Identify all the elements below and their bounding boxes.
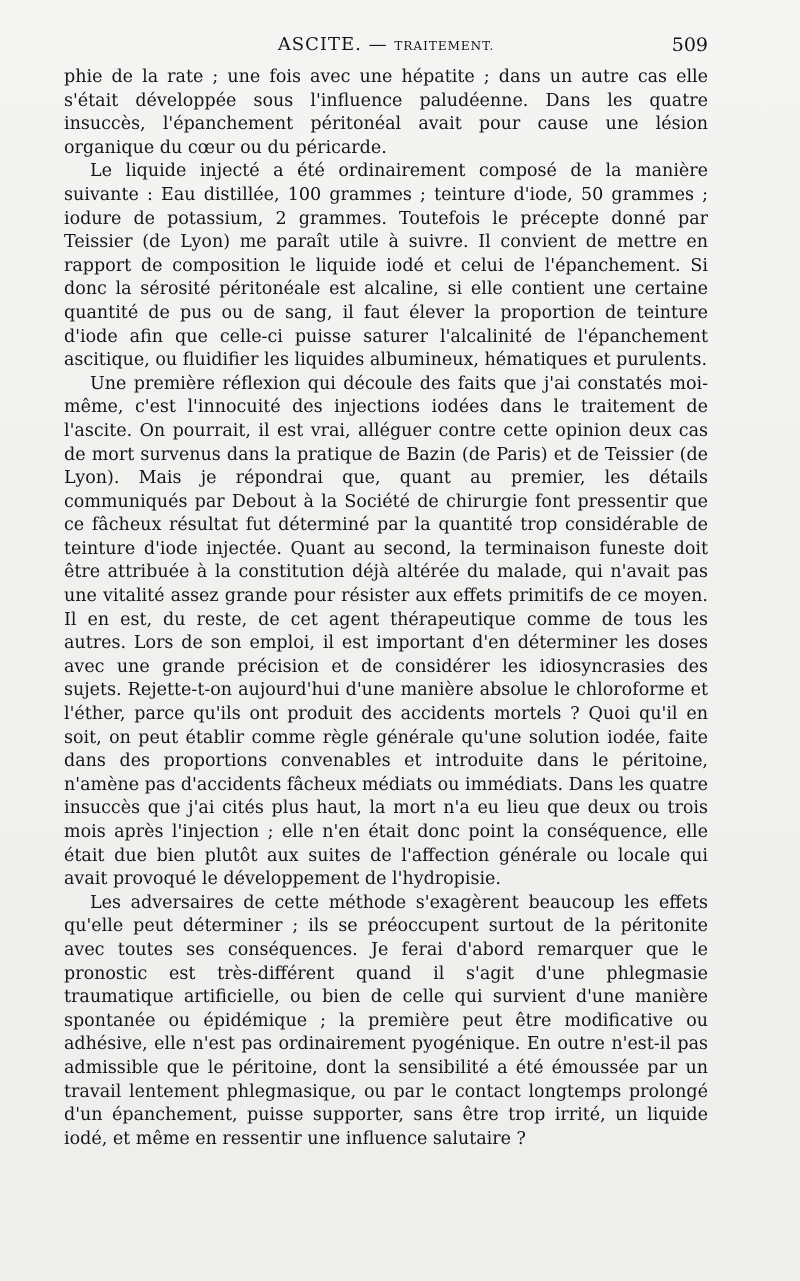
body-text bbox=[64, 66, 708, 1151]
running-title-dash: — bbox=[368, 34, 388, 55]
running-title-sub: TRAITEMENT. bbox=[394, 39, 495, 53]
page-number: 509 bbox=[671, 34, 708, 56]
paragraph-adversaries: Les adversaires de cette méthode s'exagèrent beaucoup les effets qu'elle peut déterminer ; ils se préoccupent surtout de la péritonite avec toutes ses conséquences. Je ferai d'abord remarquer que le pronostic est très-différent quand il s'agit d'une phlegmasie traumatique artificielle, ou bien de celle qui survient d'une manière spontanée ou épidémique ; la première peut être modificative ou adhésive, elle n'est pas ordinairement pyogénique. En outre n'est-il pas admissible que le péritoine, dont la sensibilité a été émoussée par un travail lentement phlegmasique, ou par le contact longtemps prolongé d'un épanchement, puisse supporter, sans être trop irrité, un liquide iodé, et même en ressentir une influence salutaire ? bbox=[64, 892, 708, 1149]
running-title bbox=[64, 34, 708, 55]
page-header bbox=[64, 34, 708, 60]
paragraph-continued: phie de la rate ; une fois avec une hépatite ; dans un autre cas elle s'était développée sous l'influence paludéenne. Dans les quatre insuccès, l'épanchement péritonéal avait pour cause une lésion organique du cœur ou du péricarde. bbox=[64, 67, 708, 158]
paragraph-injected-liquid: Le liquide injecté a été ordinairement composé de la manière suivante : Eau distillée, 100 grammes ; teinture d'iode, 50 grammes ; iodure de potassium, 2 grammes. Toutefois le précepte donné par Teissier (de Lyon) me paraît utile à suivre. Il convient de mettre en rapport de composition le liquide iodé et celui de l'épanchement. Si donc la sérosité péritonéale est alcaline, si elle contient une certaine quantité de pus ou de sang, il faut élever la proportion de teinture d'iode afin que celle-ci puisse saturer l'alcalinité de l'épanchement ascitique, ou fluidifier les liquides albumineux, hématiques et purulents. bbox=[64, 161, 708, 371]
paragraph-first-reflection: Une première réflexion qui découle des faits que j'ai constatés moi-même, c'est l'innocuité des injections iodées dans le traitement de l'ascite. On pourrait, il est vrai, alléguer contre cette opinion deux cas de mort survenus dans la pratique de Bazin (de Paris) et de Teissier (de Lyon). Mais je répondrai que, quant au premier, les détails communiqués par Debout à la Société de chirurgie font pressentir que ce fâcheux résultat fut déterminé par la quantité trop considérable de teinture d'iode injectée. Quant au second, la terminaison funeste doit être attribuée à la constitution déjà altérée du malade, qui n'avait pas une vitalité assez grande pour résister aux effets primitifs de ce moyen. Il en est, du reste, de cet agent thérapeutique comme de tous les autres. Lors de son emploi, il est important d'en déterminer les doses avec une grande précision et de considérer les idiosyncrasies des sujets. Rejette-t-on aujourd'hui d'une manière absolue le chloroforme et l'éther, parce qu'ils ont produit des accidents mortels ? Quoi qu'il en soit, on peut établir comme règle générale qu'une solution iodée, faite dans des proportions convenables et introduite dans le péritoine, n'amène pas d'accidents fâcheux médiats ou immédiats. Dans les quatre insuccès que j'ai cités plus haut, la mort n'a eu lieu que deux ou trois mois après l'injection ; elle n'en était donc point la conséquence, elle était due bien plutôt aux suites de l'affection générale ou locale qui avait provoqué le développement de l'hydropisie. bbox=[64, 373, 709, 890]
running-title-main: ASCITE. bbox=[277, 34, 362, 55]
